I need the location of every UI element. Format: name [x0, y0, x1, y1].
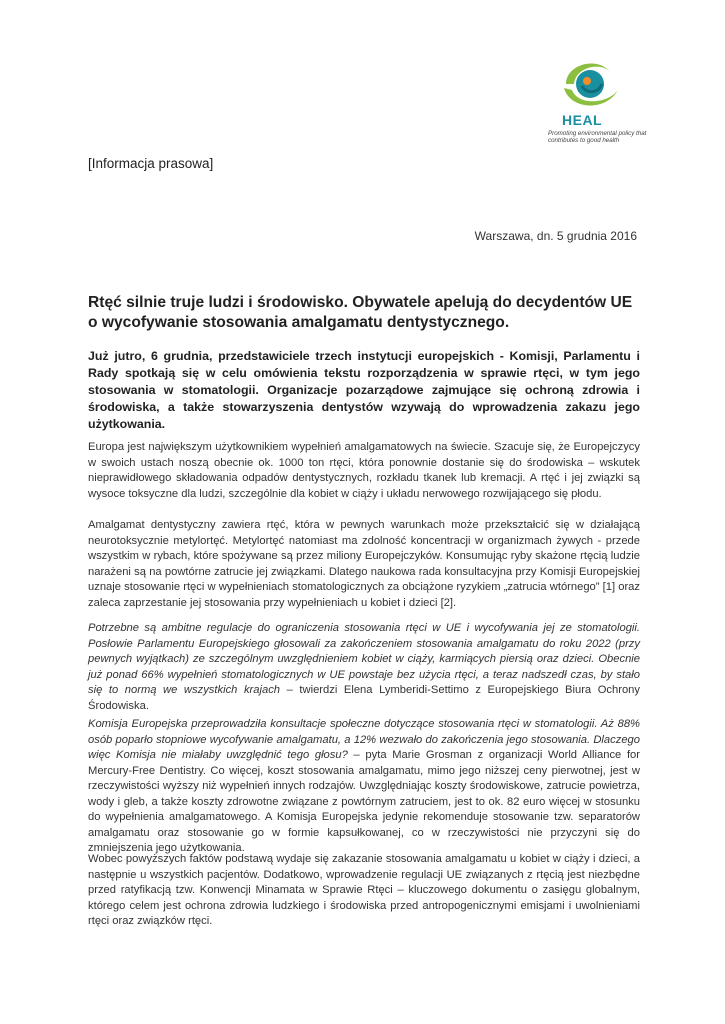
body-paragraph-3: [88, 621, 640, 714]
quote-attribution-lymberidi: – twierdzi Elena Lymberidi-Settimo z Europejskiego Biura Ochrony Środowiska.: [88, 684, 640, 712]
body-paragraph-1: Europa jest największym użytkownikiem wypełnień amalgamatowych na świecie. Szacuje się, że Europejczycy w swoich ustach noszą obecnie ok. 1000 ton rtęci, która ponownie dostanie się do środowiska – wskutek nieprawidłowego składowania odpadów dentystycznych, rozkładu tkanek lub kremacji. A rtęć i jej związki są wysoce toksyczne dla ludzi, szczególnie dla kobiet w ciąży i układu nerwowego rozwijającego się płodu.: [88, 441, 640, 500]
logo-tagline: Promoting environmental policy that contributes to good health: [548, 130, 647, 144]
body-paragraph-4: [88, 717, 640, 857]
heal-logo: [528, 54, 668, 150]
quote-attribution-grosman: – pyta Marie Grosman z organizacji World Alliance for Mercury-Free Dentistry. Co więcej, koszt stosowania amalgamatu, mimo jego niższej ceny pierwotnej, jest w rzeczywistości wyższy niż wypełnień innych rodzajów. Uwzględniając koszty środowiskowe, zatrucie powietrza, wody i gleb, a także koszty zdrowotne związane z powtórnym zatruciem, jest to ok. 82 euro więcej w stosunku do wypełnienia amalgamatowego. A Komisja Europejska jedynie rekomenduje stosowanie tzw. separatorów amalgamatu oraz stosowanie go w formie kapsułkowanej, co w rzeczywistości nie przyczyni się do zmniejszenia jego użytkowania.: [88, 749, 640, 854]
body-paragraph-2: Amalgamat dentystyczny zawiera rtęć, która w pewnych warunkach może przekształcić się w działającą neurotoksycznie metylortęć. Metylortęć natomiast ma zdolność koncentracji w organizmach żywych - przede wszystkim w rybach, które spożywane są przez miliony Europejczyków. Konsumując ryby skażone rtęcią ludzie narażeni są na powtórne zatrucie jej związkami. Dlatego naukowa rada konsultacyjna przy Komisji Europejskiej uznaje stosowanie rtęci w wypełnieniach stomatologicznych za obciążone ryzykiem „zatrucia wtórnego” [1] oraz zaleca zaprzestanie jej stosowania przy wypełnieniach u kobiet i dzieci [2].: [88, 519, 640, 609]
quote-grosman: Komisja Europejska przeprowadziła konsultacje społeczne dotyczące stosowania rtęci w stomatologii. Aż 88% osób poparło stopniowe wycofywanie amalgamatu, a 12% wezwało do zakończenia jego stosowania. Dlaczego więc Komisja nie miałaby uwzględnić tego głosu?: [88, 718, 640, 761]
press-release-label: [Informacja prasowa]: [88, 156, 214, 171]
lead-paragraph: Już jutro, 6 grudnia, przedstawiciele trzech instytucji europejskich - Komisji, Parlamentu i Rady spotkają się w celu omówienia tekstu rozporządzenia w sprawie rtęci, w tym jego stosowania w stomatologii. Organizacje pozarządowe zajmujące się ochroną zdrowia i środowiska, a także stowarzyszenia dentystów wzywają do wprowadzenia zakazu jego użytkowania.: [88, 349, 640, 431]
body-paragraph-5: Wobec powyższych faktów podstawą wydaje się zakazanie stosowania amalgamatu u kobiet w ciąży i dzieci, a następnie u wszystkich pacjentów. Dodatkowo, wprowadzenie regulacji UE związanych z rtęcią jest niezbędne przed ratyfikacją tzw. Konwencji Minamata w Sprawie Rtęci – kluczowego dokumentu o zasięgu globalnym, którego celem jest ochrona zdrowia ludzkiego i środowiska przed antropogenicznymi emisjami i uwolnieniami rtęci oraz związków rtęci.: [88, 853, 640, 927]
quote-lymberidi: Potrzebne są ambitne regulacje do ograniczenia stosowania rtęci w UE i wycofywania jej ze stomatologii. Posłowie Parlamentu Europejskiego głosowali za zakończeniem stosowania amalgamatu do roku 2022 (przy pewnych wyjątkach) ze szczególnym uwzględnieniem kobiet w ciąży, karmiących piersią oraz dzieci. Obecnie już ponad 66% wypełnień stomatologicznych w UE powstaje bez użycia rtęci, a teraz nadszedł czas, by stało się to normą we wszystkich krajach: [88, 622, 640, 696]
press-release-title: Rtęć silnie truje ludzi i środowisko. Obywatele apelują do decydentów UE o wycofywanie stosowania amalgamatu dentystycznego.: [88, 294, 633, 331]
dateline: Warszawa, dn. 5 grudnia 2016: [474, 229, 637, 243]
heal-logo-mark-icon: [558, 54, 628, 114]
logo-brand-text: HEAL: [562, 112, 603, 128]
